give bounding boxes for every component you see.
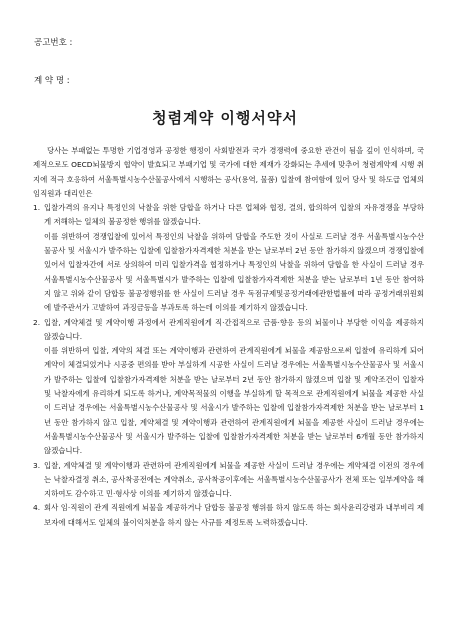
intro-paragraph: 당사는 부패없는 투명한 기업경영과 공정한 행정이 사회발전과 국가 경쟁력에 중요한 관건이 됨을 깊이 인식하며, 국제적으로도 OECD뇌물방지 협약이 발효되고 부패기업 및 국가에 대한 제재가 강화되는 추세에 맞추어 청렴계약제 시행 취지에 적극 호응하여 서울특별시농수산물공사에서 시행하는 공사(용역, 물품) 입찰에 참여함에 있어 당사 및 하도급 업체의 임직원과 대리인은 [33,146,424,198]
pledge-item-4 [33,501,424,530]
pledge-item-detail: 이를 위반하여 입찰, 계약의 체결 또는 계약이행과 관련하여 관계직원에게 뇌물을 제공함으로써 입찰에 유리하게 되어 계약이 체결되었거나 시공중 편의를 받아 부실하게 시공한 사실이 드러날 경우에는 서울특별시농수산물공사 및 서울시가 발주하는 입찰에 입찰참가자격제한 처분을 받는 날로부터 2년 동안 참가하지 않겠으며 입찰 및 계약조건이 입찰자 및 낙찰자에게 유리하게 되도록 하거나, 계약목적물의 이행을 부실하게 할 목적으로 관계직원에게 뇌물을 제공한 사실이 드러날 경우에는 서울특별시농수산물공사 및 서울시가 발주하는 입찰에 입찰참가자격제한 처분을 받는 날로부터 1년 동안 참가하지 않고 입찰, 계약체결 및 계약이행과 관련하여 관계직원에게 뇌물을 제공한 사실이 드러날 경우에는 서울특별시농수산물공사 및 서울시가 발주하는 입찰에 입찰참가자격제한 처분을 받는 날로부터 6개월 동안 참가하지 않겠습니다. [44,346,424,456]
pledge-item-number: 3. [33,460,41,470]
pledge-item-text: 입찰, 계약체결 및 계약이행 과정에서 관계직원에게 직·간접적으로 금품·향응 등의 뇌물이나 부당한 이익을 제공하지 않겠습니다. [44,317,424,341]
pledge-item-detail: 이를 위반하여 경쟁입찰에 있어서 특정인의 낙찰을 위하여 담합을 주도한 것이 사실로 드러날 경우 서울특별시농수산물공사 및 서울시가 발주하는 입찰에 입찰참가자격제한 처분을 받는 날로부터 2년 동안 참가하지 않겠으며 경쟁입찰에 있어서 입찰자간에 서로 상의하여 미리 입찰가격을 협정하거나 특정인의 낙찰을 위하여 담합을 한 사실이 드러날 경우 서울특별시농수산물공사 및 서울특별시가 발주하는 입찰에 입찰참가자격제한 처분을 받는 날로부터 1년 동안 참여하지 않고 위와 같이 담합등 불공정행위를 한 사실이 드러날 경우 독점규제및공정거래에관한법률에 따라 공정거래위원회에 발주관서가 고발하여 과징금등을 부과토록 하는데 이의를 제기하지 않겠습니다. [44,231,424,313]
pledge-item-number: 2. [33,317,41,327]
pledge-item-2 [33,316,424,459]
pledge-item-3 [33,459,424,502]
pledge-item-1 [33,201,424,315]
pledge-item-number: 1. [33,203,41,213]
pledge-item-number: 4. [33,503,41,513]
contract-name-label: 계 약 명 : [34,76,70,86]
pledge-item-text: 입찰, 계약체결 및 계약이행과 관련하여 관계직원에게 뇌물을 제공한 사실이 드러날 경우에는 계약체결 이전의 경우에는 낙찰자결정 취소, 공사착공전에는 계약취소, 공사착공이후에는 서울특별시농수산물공사가 전체 또는 일부계약을 해지하여도 감수하고 민·형사상 이의를 제기하지 않겠습니다. [44,460,424,499]
document-body [33,144,424,530]
notice-number-label: 공고번호 : [34,38,73,48]
document-title: 청렴계약 이행서약서 [152,109,298,127]
pledge-item-text: 입찰가격의 유지나 특정인의 낙찰을 위한 담합을 하거나 다른 업체와 협정, 결의, 합의하여 입찰의 자유경쟁을 부당하게 저해하는 일체의 불공정한 행위를 않겠습니다. [44,203,424,227]
pledge-item-text: 회사 임·직원이 관계 직원에게 뇌물을 제공하거나 담합등 불공정 행위를 하지 않도록 하는 회사윤리강령과 내부비리 제보자에 대해서도 일체의 불이익처분을 하지 않는 사규를 제정토록 노력하겠습니다. [44,503,424,527]
